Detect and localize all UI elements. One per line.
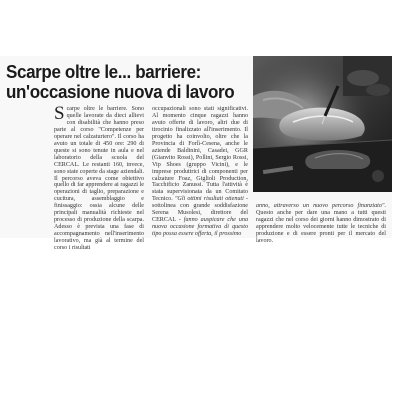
article-column-1 xyxy=(54,103,145,252)
column-2-quote-continued: fanno auspicare che una nuova occasione formativa di questo tipo possa essere offerta, il prossimo xyxy=(152,217,249,238)
column-2-text-a: occupazionali sono stati significativi. Al momento cinque ragazzi hanno avuto offerte di lavoro, altri due di tirocinio finalizzato all'inserimento. Il progetto ha coinvolto, oltre che la Provincia di Forlì-Cesena, anche le aziende Baldinini, Casadei, GGR (Gianvito Rossi), Pollini, Sergio Rossi, Vip Shoes (gruppo Vicini), e le imprese produttrici di componenti per calzature Foaz, Giglioli Production, Tacchificio Zanussi. Tutta l'attività è stata supervisionata da un Comitato Tecnico. xyxy=(152,106,248,203)
article-column-2 xyxy=(152,106,248,238)
article-column-3 xyxy=(256,203,386,245)
headline-line-1: Scarpe oltre le... barriere: xyxy=(6,61,201,82)
column-2-text-b: - sottolinea con grande soddisfazione Serena Musolesi, direttore del CERCAL - xyxy=(152,196,248,224)
column-1-text: carpe oltre le barriere. Sono quelle lavorate da dieci allievi con disabilità che hanno preso parte al corso "Competenze per operare nel calzaturiero". Il corso ha avuto un totale di 450 ore: 290 di queste si sono tenute in aula e nel laboratorio della scuola del CERCAL. Le restanti 160, invece, sono state coperte da stage aziendali. Il percorso aveva come obiettivo quello di far apprendere ai ragazzi le operazioni di taglio, preparazione e cucitura, assemblaggio e finissaggio: ossia alcune delle principali manualità richieste nel processo di produzione della scarpa. Adesso è prevista una fase di accompagnamento nell'inserimento lavorativo, ma già al termine del corso i risultati xyxy=(54,106,145,252)
column-3-quote: anno, attraverso un nuovo percorso finanziato". xyxy=(256,203,386,209)
column-3-text: Questo anche per dare una mano a tutti questi ragazzi che nel corso dei giorni hanno dimostrato di apprendere molto velocemente tutte le tecniche di produzione e di essere pronti per il mercato del lavoro. xyxy=(256,209,386,244)
shoe-workshop-photo xyxy=(253,56,392,192)
headline-line-2: un'occasione nuova di lavoro xyxy=(6,81,235,102)
article-clipping xyxy=(0,56,392,252)
article-headline xyxy=(6,62,236,102)
drop-cap: S xyxy=(54,103,65,124)
column-2-quote: "Gli ottimi risultati ottenuti xyxy=(174,196,244,203)
